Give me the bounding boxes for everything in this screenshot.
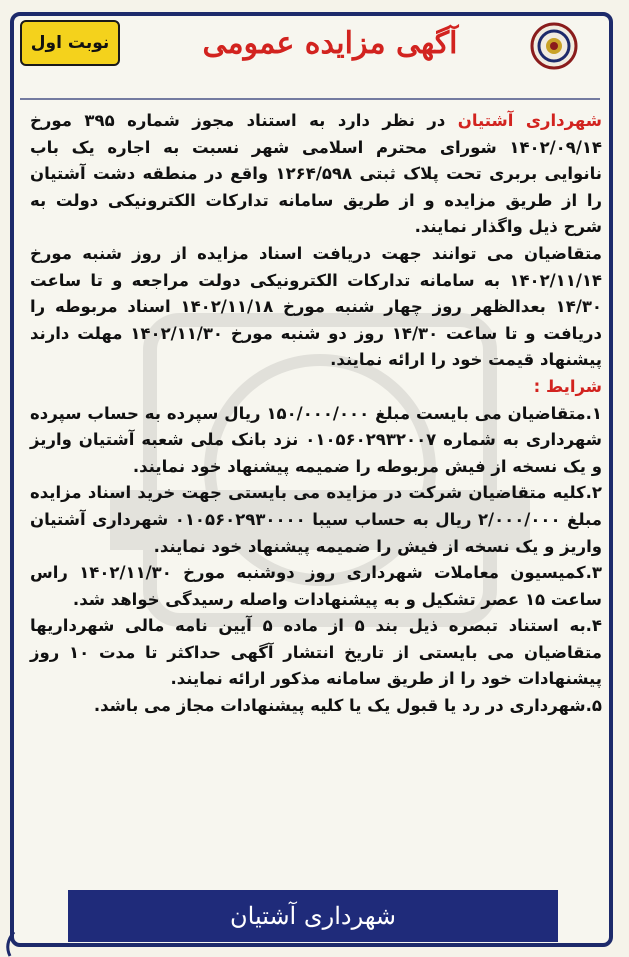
- condition-item-5: ۵.شهرداری در رد یا قبول یک یا کلیه پیشنهادات مجاز می باشد.: [93, 696, 602, 716]
- notice-title: آگهی مزایده عمومی: [202, 25, 458, 61]
- header-divider: [20, 98, 600, 100]
- conditions-title: شرایط :: [533, 376, 602, 396]
- corner-decoration-icon: [0, 930, 20, 957]
- municipality-signature: شهرداری آشتیان: [68, 890, 558, 942]
- condition-item-4: ۴.به استناد تبصره ذیل بند ۵ از ماده ۵ آیین نامه مالی شهرداریها متقاضیان می بایستی از تاریخ انتشار آگهی حداکثر تا مدت ۱۰ روز پیشنهادات خود را از طریق سامانه مذکور ارائه نمایند.: [30, 616, 602, 689]
- condition-item-2: ۲.کلیه متقاضیان شرکت در مزایده می بایستی جهت خرید اسناد مزایده مبلغ ۲/۰۰۰/۰۰۰ ریال به حساب سیبا ۰۱۰۵۶۰۲۹۳۰۰۰۰ شهرداری آشتیان واریز و یک نسخه از فیش را ضمیمه پیشنهاد خود نمایند.: [30, 483, 603, 556]
- municipality-seal-icon: [530, 22, 578, 70]
- intro-lead: شهرداری آشتیان: [457, 111, 602, 130]
- document-dates-paragraph: متقاضیان می توانند جهت دریافت اسناد مزایده از روز شنبه مورخ ۱۴۰۲/۱۱/۱۴ به سامانه تدارکات الکترونیکی دولت مراجعه و تا ساعت ۱۴/۳۰ بعدالظهر روز چهار شنبه مورخ ۱۴۰۲/۱۱/۱۸ اسناد مربوطه را دریافت و تا ساعت ۱۴/۳۰ روز دو شنبه مورخ ۱۴۰۲/۱۱/۳۰ مهلت دارند پیشنهاد قیمت خود را ارائه نمایند.: [30, 243, 602, 370]
- notice-body: [30, 108, 602, 720]
- intro-paragraph: [30, 108, 602, 241]
- condition-item-1: ۱.متقاضیان می بایست مبلغ ۱۵۰/۰۰۰/۰۰۰ ریال سپرده به حساب سپرده شهرداری به شماره ۰۱۰۵۶۰۲۹۳۲۰۰۷ نزد بانک ملی شعبه آشتیان واریز و یک نسخه از فیش مربوطه را ضمیمه پیشنهاد خود نمایند.: [30, 403, 602, 476]
- condition-item-3: ۳.کمیسیون معاملات شهرداری روز دوشنبه مورخ ۱۴۰۲/۱۱/۳۰ راس ساعت ۱۵ عصر تشکیل و به پیشنهادات واصله رسیدگی خواهد شد.: [30, 563, 602, 609]
- intro-rest: در نظر دارد به استناد مجوز شماره ۳۹۵ مورخ ۱۴۰۲/۰۹/۱۴ شورای محترم اسلامی شهر نسبت به اجاره یک باب نانوایی بربری تحت پلاک ثبتی ۱۲۶۴/۵۹۸ واقع در منطقه دشت آشتیان را از طریق مزایده و از طریق سامانه تدارکات الکترونیکی دولت به شرح ذیل واگذار نمایند.: [30, 111, 602, 237]
- first-publication-badge: نوبت اول: [20, 20, 120, 66]
